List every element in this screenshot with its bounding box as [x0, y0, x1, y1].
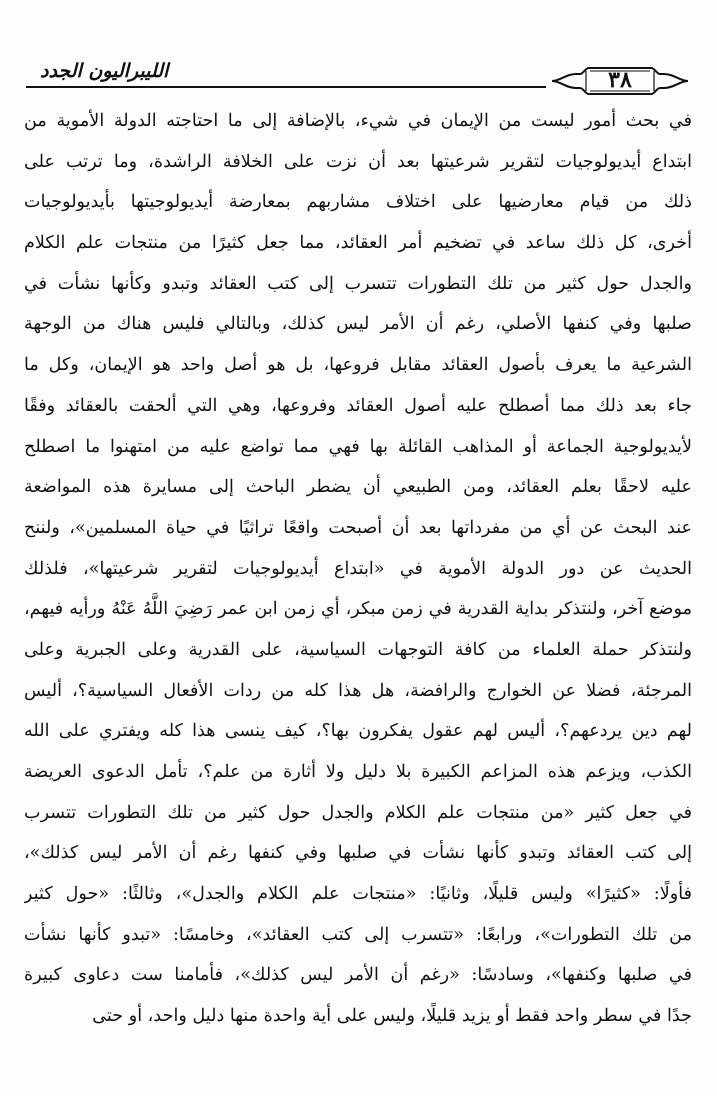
- text-line: والجدل حول كثير من تلك التطورات تتسرب إلى كتب العقائد وتبدو وكأنها نشأت في: [24, 273, 692, 294]
- text-line: إلى كتب العقائد وتبدو كأنها نشأت في صلبها وفي كنفها رغم أن الأمر ليس كذلك»،: [24, 843, 692, 864]
- text-line: عليه لاحقًا بعلم العقائد، ومن الطبيعي أن يضطر الباحث إلى مسايرة هذه المواضعة: [24, 477, 692, 498]
- page-number-frame: [550, 62, 690, 100]
- text-line: في بحث أمور ليست من الإيمان في شيء، بالإضافة إلى ما احتاجته الدولة الأموية من: [24, 111, 692, 131]
- text-line: الشرعية ما يعرف بأصول العقائد مقابل فروعها، بل هو أصل واحد هو الإيمان، وكل ما: [24, 355, 692, 376]
- text-line: لأيديولوجية الجماعة أو المذاهب القائلة بها فهي مما تواضع عليه من امتهنوا ما اصطلح: [24, 436, 692, 457]
- text-line: موضع آخر، ولنتذكر بداية القدرية في زمن مبكر، أي زمن ابن عمر رَضِيَ اللَّهُ عَنْهُ ورأيه فيهم،: [24, 599, 692, 620]
- text-line: جدًا في سطر واحد فقط أو يزيد قليلًا، وليس على أية واحدة منها دليل واحد، أو حتى: [92, 1006, 692, 1027]
- text-line: الحديث عن دور الدولة الأموية في «ابتداع أيديولوجيات لتقرير شرعيتها»، فلذلك: [24, 558, 692, 579]
- text-line: عند البحث عن أي من مفرداتها بعد أن أصبحت واقعًا تراثيًا في حياة المسلمين»، ولننح: [24, 517, 692, 538]
- text-line: صلبها وفي كنفها الأصلي، رغم أن الأمر ليس كذلك، وبالتالي فليس هناك من الوجهة: [24, 314, 692, 335]
- header-rule: [26, 86, 546, 88]
- text-line: في صلبها وكنفها»، وسادسًا: «رغم أن الأمر ليس كذلك»، فأمامنا ست دعاوى كبيرة: [24, 965, 692, 986]
- body-text: [24, 101, 692, 1037]
- text-line: فأولًا: «كثيرًا» وليس قليلًا، وثانيًا: «منتجات علم الكلام والجدل»، وثالثًا: «حول كثير: [24, 884, 692, 905]
- text-line: المرجئة، فضلا عن الخوارج والرافضة، هل هذا كله من ردات الأفعال السياسية؟، أليس: [24, 680, 692, 701]
- page-number: ٣٨: [608, 67, 632, 93]
- text-line: ابتداع أيديولوجيات لتقرير شرعيتها بعد أن نزت على الخلافة الراشدة، وما ترتب على: [24, 151, 692, 172]
- text-line: الكذب، ويزعم هذه المزاعم الكبيرة بلا دليل ولا أثارة من علم؟، تأمل الدعوى العريضة: [24, 762, 692, 782]
- text-line: لهم دين يردعهم؟، أليس لهم عقول يفكرون بها؟، كيف ينسى هذا كله ويفتري على الله: [24, 721, 692, 742]
- page-header: [22, 58, 692, 102]
- text-line: من تلك التطورات»، ورابعًا: «تتسرب إلى كتب العقائد»، وخامسًا: «تبدو كأنها نشأت: [24, 924, 692, 945]
- text-line: ولنتذكر حملة العلماء من كافة التوجهات السياسية، على القدرية وعلى الجبرية وعلى: [24, 639, 692, 660]
- text-line: في جعل كثير «من منتجات علم الكلام والجدل حول كثير من تلك التطورات تتسرب: [24, 802, 692, 823]
- text-line: جاء بعد ذلك مما أصطلح عليه أصول العقائد وفروعها، وهي التي ألحقت بالعقائد وفقًا: [24, 395, 692, 416]
- text-line: أخرى، كل ذلك ساعد في تضخيم أمر العقائد، مما جعل كثيرًا من منتجات علم الكلام: [24, 233, 692, 254]
- running-title: الليبراليون الجدد: [40, 60, 169, 82]
- text-line: ذلك من قيام معارضيها على اختلاف مشاربهم بمعارضة أيديولوجيتها بأيديولوجيات: [24, 192, 692, 213]
